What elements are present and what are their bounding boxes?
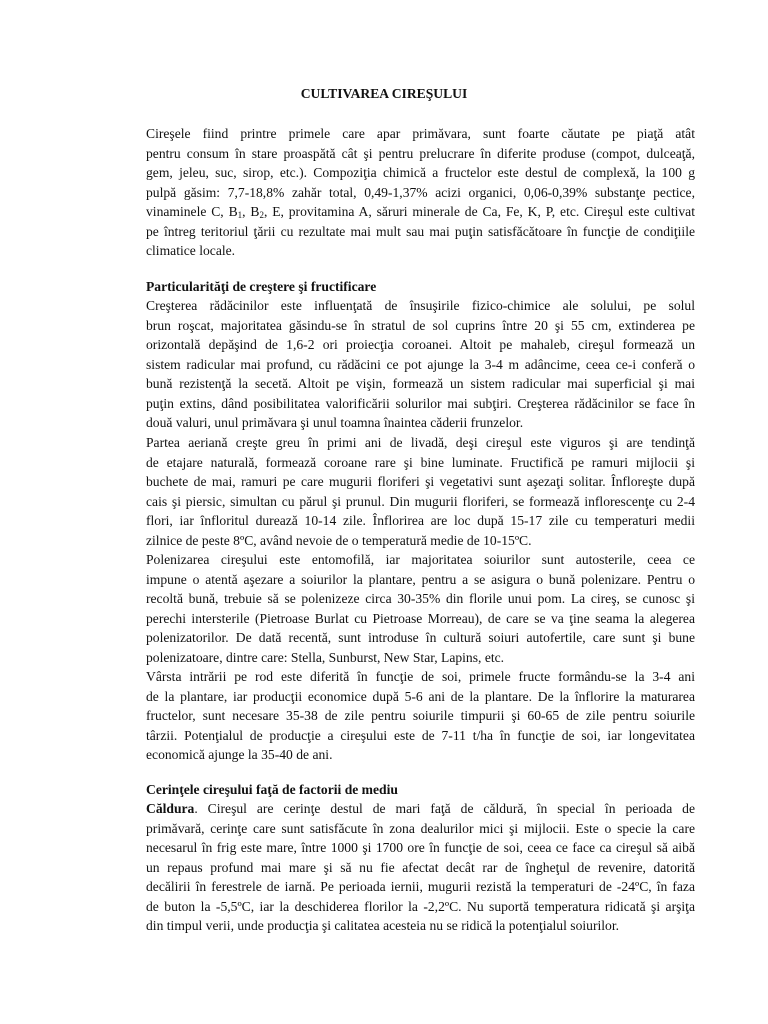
text-line: sistem radicular mai profund, cu rădăcini ce pot ajunge la 3-4 m adâncime, ceea ce-i conferă o bbox=[146, 356, 695, 372]
text-line: Partea aeriană creşte greu în primi ani de livadă, deşi cireşul este viguros şi are tendinţă bbox=[146, 435, 695, 450]
text-line: decălirii în ferestrele de iarnă. Pe perioada iernii, mugurii rezistă la temperaturi de -24ºC, în faza bbox=[146, 879, 695, 895]
text-line: târzii. Potenţialul de producţie a cireşului este de 7-11 t/ha în funcţie de soi, iar longevitatea bbox=[146, 727, 695, 743]
section1-paragraph-4 bbox=[146, 667, 695, 765]
text-line: bună rezistenţă la secetă. Altoit pe vişin, formează un sistem radicular mai superficial şi mai bbox=[146, 376, 695, 392]
text-line: de la plantare, iar producţii economice după 5-6 ani de la plantare. De la înflorire la maturarea bbox=[146, 688, 695, 704]
text-line: gem, jeleu, suc, sirop, etc.). Compoziţia chimică a fructelor este destul de complexă, la 100 g bbox=[146, 165, 695, 181]
text-line: polenizatorilor. De dată recentă, sunt introduse în cultură soiuri autofertile, care sunt şi bune bbox=[146, 630, 695, 646]
text-line: pe întreg teritoriul ţării cu rezultate mai mult sau mai puţin satisfăcătoare în funcţie de condiţiile bbox=[146, 223, 695, 239]
text-line: de buton la -5,5ºC, iar la deschiderea florilor la -2,2ºC. Nu suportă temperatura ridicată şi arşiţa bbox=[146, 898, 695, 914]
text-line: două valuri, unul primăvara şi unul toamna înaintea căderii frunzelor. bbox=[146, 415, 524, 431]
text-line: primăvară, cerinţe care sunt satisfăcute în zona dealurilor mici şi mijlocii. Este o specie la care bbox=[146, 820, 695, 836]
text-line: economică ajunge la 35-40 de ani. bbox=[146, 747, 333, 763]
text-line: pulpă găsim: 7,7-18,8% zahăr total, 0,49-1,37% acizi organici, 0,06-0,39% substanţe pectice, bbox=[146, 184, 695, 200]
text-line bbox=[146, 799, 695, 819]
text-line: pentru consum în stare proaspătă cât şi pentru prelucrare în diferite produse (compot, dulceaţă, bbox=[146, 145, 695, 161]
text-line: buchete de mai, ramuri pe care mugurii floriferi şi vegetativi sunt aşezaţi solitar. Înfloreşte după bbox=[146, 474, 695, 490]
text-line: din timpul verii, unde producţia şi calitatea acesteia nu se ridică la potenţialul soiurilor. bbox=[146, 918, 619, 934]
section-heading: Particularităţi de creştere şi fructificare bbox=[146, 279, 377, 294]
section-heading: Cerinţele cireşului faţă de factorii de mediu bbox=[146, 782, 398, 797]
text-line: zilnice de peste 8ºC, având nevoie de o temperatură medie de 10-15ºC. bbox=[146, 532, 532, 548]
text-line: Vârsta intrării pe rod este diferită în funcţie de soi, primele fructe formându-se la 3-4 ani bbox=[146, 669, 695, 684]
text-line: necesarul în frig este mare, între 1000 şi 1700 ore în funcţie de soi, ceea ce face ca cireşul să aibă bbox=[146, 840, 695, 856]
text-line: fructelor, sunt necesare 35-38 de zile pentru soiurile timpurii şi 60-65 de zile pentru soiurile bbox=[146, 708, 695, 724]
text-line: brun roşcat, majoritatea găsindu-se în stratul de sol cuprins între 20 şi 55 cm, extinderea pe bbox=[146, 317, 695, 333]
text-line: recoltă bună, trebuie să se polenizeze circa 30-35% din florile unui pom. La cireş, se cunosc şi bbox=[146, 591, 695, 607]
text-line: flori, iar înfloritul durează 10-14 zile. Înflorirea are loc după 15-17 zile cu temperaturi medii bbox=[146, 513, 695, 529]
text-line: impune o atentă aşezare a soiurilor la plantare, pentru a se asigura o bună polenizare. Pentru o bbox=[146, 571, 695, 587]
text-line: de etajare naturală, formează coroane rare şi bine luminate. Fructifică pe ramuri mijlocii şi bbox=[146, 454, 695, 470]
text-line: un repaus profund mai mare şi să nu fie afectat decât rar de îngheţul de revenire, datorită bbox=[146, 859, 695, 875]
lead-continuation: . Cireşul are cerinţe destul de mari faţă de căldură, în special în perioada de bbox=[194, 801, 695, 816]
text-line: Cireşele fiind printre primele care apar primăvara, sunt foarte căutate pe piaţă atât bbox=[146, 126, 695, 141]
text-line: cais şi piersic, simultan cu părul şi prunul. Din mugurii floriferi, se formează inflorescenţe cu 2-4 bbox=[146, 493, 695, 509]
text-line: Creşterea rădăcinilor este influenţată de însuşirile fizico-chimice ale solului, pe solul bbox=[146, 298, 695, 313]
text-line: polenizatoare, dintre care: Stella, Sunburst, New Star, Lapins, etc. bbox=[146, 649, 505, 665]
intro-paragraph bbox=[146, 124, 695, 261]
text-line: Polenizarea cireşului este entomofilă, iar majoritatea soiurilor sunt autosterile, ceea ce bbox=[146, 552, 695, 567]
text-line: orizontală depăşind de 1,6-2 ori proiecţia coroanei. Altoit pe mahaleb, cireşul formează un bbox=[146, 337, 695, 353]
section2-paragraph-1 bbox=[146, 799, 695, 936]
text-line: puţin extins, dând posibilitatea valorificării solurilor mai subţiri. Creşterea rădăcinilor se face în bbox=[146, 395, 695, 411]
page-title: CULTIVAREA CIREŞULUI bbox=[300, 86, 468, 101]
text-line: climatice locale. bbox=[146, 243, 236, 259]
text-line: vinaminele C, $B_1$, $B_2$, E, provitamina A, săruri minerale de Ca, Fe, K, P, etc. Cireşul este cultivat bbox=[146, 204, 695, 221]
bold-lead: Căldura bbox=[146, 801, 195, 816]
section1-paragraph-1 bbox=[146, 296, 695, 433]
section1-paragraph-3 bbox=[146, 550, 695, 667]
section1-paragraph-2 bbox=[146, 433, 695, 550]
text-line: perechi intersterile (Pietroase Burlat cu Pietroase Morreau), de care se va ţine seama la alegerea bbox=[146, 610, 695, 626]
